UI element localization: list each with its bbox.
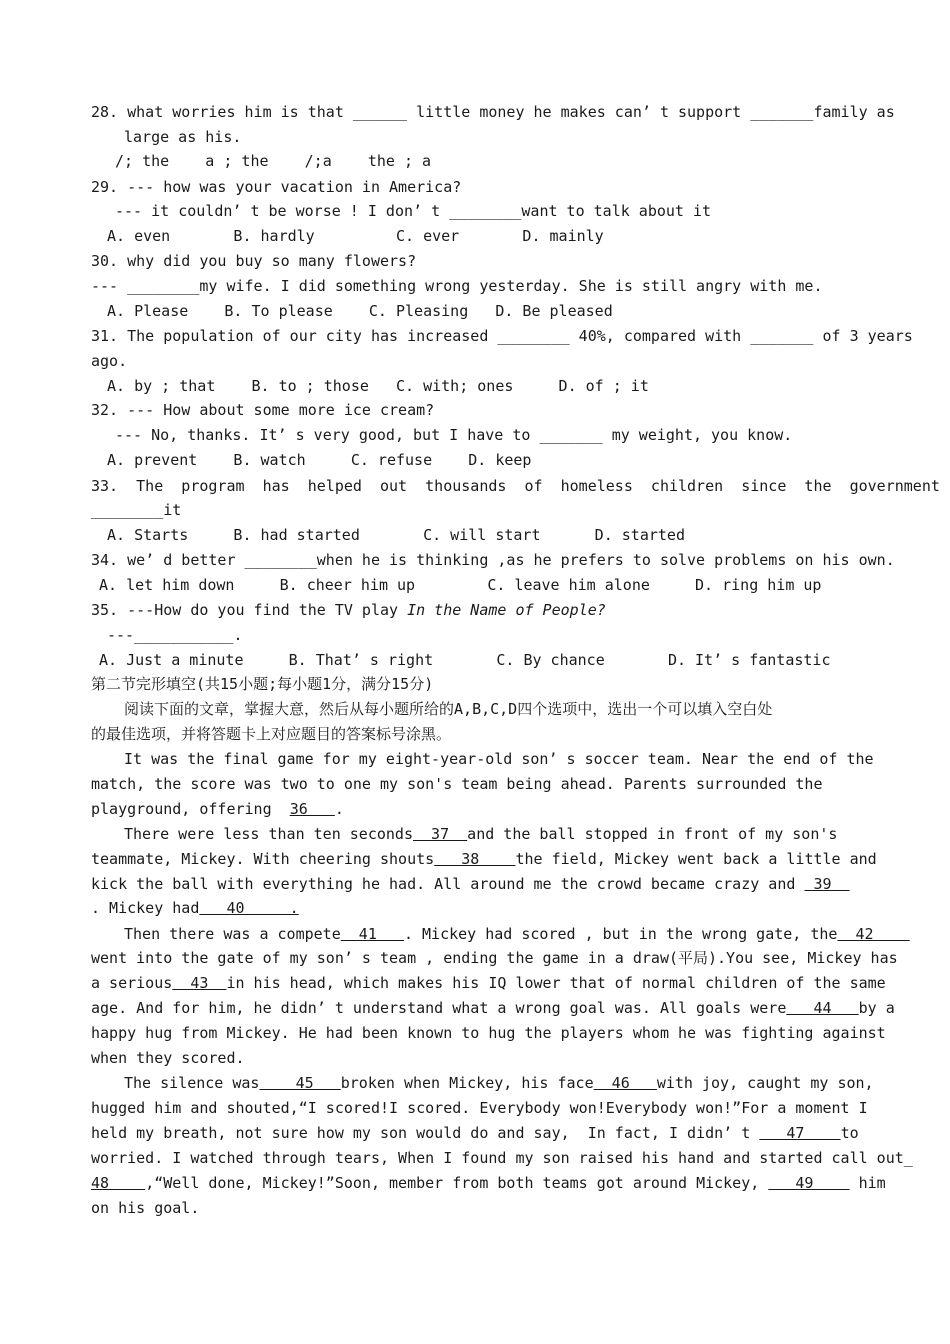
passage-p4-line5 — [91, 1173, 886, 1193]
text: to — [840, 1124, 859, 1142]
passage-p3-line3 — [91, 973, 886, 993]
passage-p3-line2: went into the gate of my son’ s team , ending the game in a draw(平局).You see, Mickey has — [91, 949, 898, 967]
q29-options: A. even B. hardly C. ever D. mainly — [107, 227, 604, 245]
text: playground, offering — [91, 800, 290, 818]
text: a serious — [91, 974, 173, 992]
q33-stem-line1: 33. The program has helped out thousands of homeless children since the government — [91, 477, 940, 495]
text: ,“Well done, Mickey!”Soon, member from both teams got around Mickey, — [145, 1174, 769, 1192]
q31-options: A. by ; that B. to ; those C. with; ones D. of ; it — [107, 377, 649, 395]
q31-stem-line1: 31. The population of our city has increased ________ 40%, compared with _______ of 3 years — [91, 327, 913, 345]
instructions-line2: 的最佳选项，并将答题卡上对应题目的答案标号涂黑。 — [91, 725, 452, 743]
q29-stem-line1: 29. --- how was your vacation in America? — [91, 178, 462, 196]
blank-49: 49 — [768, 1174, 850, 1192]
blank-38: 38 — [434, 850, 516, 868]
passage-p3-line1 — [124, 924, 910, 944]
blank-36: 36 — [289, 800, 335, 818]
passage-p3-line5: happy hug from Mickey. He had been known to hug the players whom he was fighting against — [91, 1024, 886, 1042]
text: and the ball stopped in front of my son's — [467, 825, 838, 843]
q33-stem-line2: ________it — [91, 501, 182, 519]
passage-p3-line4 — [91, 998, 895, 1018]
q30-stem-line1: 30. why did you buy so many flowers? — [91, 252, 417, 270]
q32-options: A. prevent B. watch C. refuse D. keep — [107, 451, 532, 469]
blank-40: 40 . — [199, 899, 299, 917]
q35-prefix: 35. ---How do you find the TV play — [91, 601, 408, 619]
q35-title: In the Name of People? — [407, 601, 606, 619]
passage-p4-line3 — [91, 1123, 859, 1143]
passage-p3-line6: when they scored. — [91, 1049, 245, 1067]
passage-p4-line1 — [124, 1073, 874, 1093]
blank-46: 46 — [593, 1074, 657, 1092]
q28-options: /; the a ; the /;a the ; a — [115, 152, 432, 170]
q34-options: A. let him down B. cheer him up C. leave him alone D. ring him up — [99, 576, 822, 594]
q30-options: A. Please B. To please C. Pleasing D. Be pleased — [107, 302, 613, 320]
q35-answer-prefix: --- — [107, 626, 135, 644]
blank-47: 47 — [759, 1124, 841, 1142]
text: with joy, caught my son, — [656, 1074, 874, 1092]
passage-p1-line3 — [91, 799, 344, 819]
q34-stem: 34. we’ d better ________when he is thinking ,as he prefers to solve problems on his own. — [91, 551, 895, 569]
passage-p1-line1: It was the final game for my eight-year-old son’ s soccer team. Near the end of the — [124, 750, 874, 768]
text: The silence was — [124, 1074, 260, 1092]
passage-p2-line1 — [124, 824, 837, 844]
passage-p2-line4 — [91, 898, 299, 918]
q29-stem-line2: --- it couldn’ t be worse ! I don’ t ________want to talk about it — [115, 202, 712, 220]
passage-p4-line2: hugged him and shouted,“I scored!I scored. Everybody won!Everybody won!”For a moment I — [91, 1099, 868, 1117]
q28-stem-line2: large as his. — [124, 128, 242, 146]
text: . Mickey had scored , but in the wrong gate, the — [403, 925, 838, 943]
blank-43: 43 — [172, 974, 227, 992]
passage-p1-line2: match, the score was two to one my son's team being ahead. Parents surrounded the — [91, 775, 823, 793]
text: . Mickey had — [91, 899, 200, 917]
section2-heading: 第二节完形填空(共15小题;每小题1分，满分15分) — [91, 675, 434, 693]
q33-options: A. Starts B. had started C. will start D. started — [107, 526, 685, 544]
text: in his head, which makes his IQ lower that of normal children of the same — [226, 974, 886, 992]
q32-stem-line2: --- No, thanks. It’ s very good, but I have to _______ my weight, you know. — [115, 426, 793, 444]
text: held my breath, not sure how my son would do and say, In fact, I didn’ t — [91, 1124, 760, 1142]
text: him — [849, 1174, 886, 1192]
q31-stem-line2: ago. — [91, 352, 128, 370]
text: age. And for him, he didn’ t understand what a wrong goal was. All goals were — [91, 999, 787, 1017]
q28-stem-line1: 28. what worries him is that ______ little money he makes can’ t support _______family as — [91, 103, 895, 121]
q30-stem-line2: --- ________my wife. I did something wrong yesterday. She is still angry with me. — [91, 277, 823, 295]
passage-p2-line2 — [91, 849, 877, 869]
q35-answer-suffix: . — [233, 626, 243, 644]
q32-stem-line1: 32. --- How about some more ice cream? — [91, 401, 435, 419]
blank-45: 45 — [259, 1074, 341, 1092]
text: Then there was a compete — [124, 925, 341, 943]
q35-answer-line — [107, 625, 242, 645]
text: by a — [858, 999, 895, 1017]
blank-44: 44 — [786, 999, 859, 1017]
passage-p2-line3 — [91, 874, 850, 894]
instructions-line1: 阅读下面的文章，掌握大意，然后从每小题所给的A,B,C,D四个选项中，选出一个可以填入空白处 — [124, 700, 773, 718]
text: kick the ball with everything he had. All around me the crowd became crazy and — [91, 875, 805, 893]
blank-42: 42 — [837, 925, 910, 943]
text: teammate, Mickey. With cheering shouts — [91, 850, 435, 868]
text: . — [334, 800, 344, 818]
text: There were less than ten seconds — [124, 825, 413, 843]
blank-39: 39 — [804, 875, 850, 893]
q35-options: A. Just a minute B. That’ s right C. By chance D. It’ s fantastic — [99, 651, 831, 669]
blank-37: 37 — [412, 825, 468, 843]
q35-answer-blank: ___________ — [134, 626, 234, 644]
q35-stem — [91, 600, 606, 620]
passage-p4-line4: worried. I watched through tears, When I found my son raised his hand and started call out_ — [91, 1149, 913, 1167]
text: broken when Mickey, his face — [340, 1074, 594, 1092]
passage-p4-line6: on his goal. — [91, 1199, 200, 1217]
blank-41: 41 — [340, 925, 404, 943]
text: the field, Mickey went back a little and — [515, 850, 877, 868]
blank-48: 48 — [91, 1174, 146, 1192]
